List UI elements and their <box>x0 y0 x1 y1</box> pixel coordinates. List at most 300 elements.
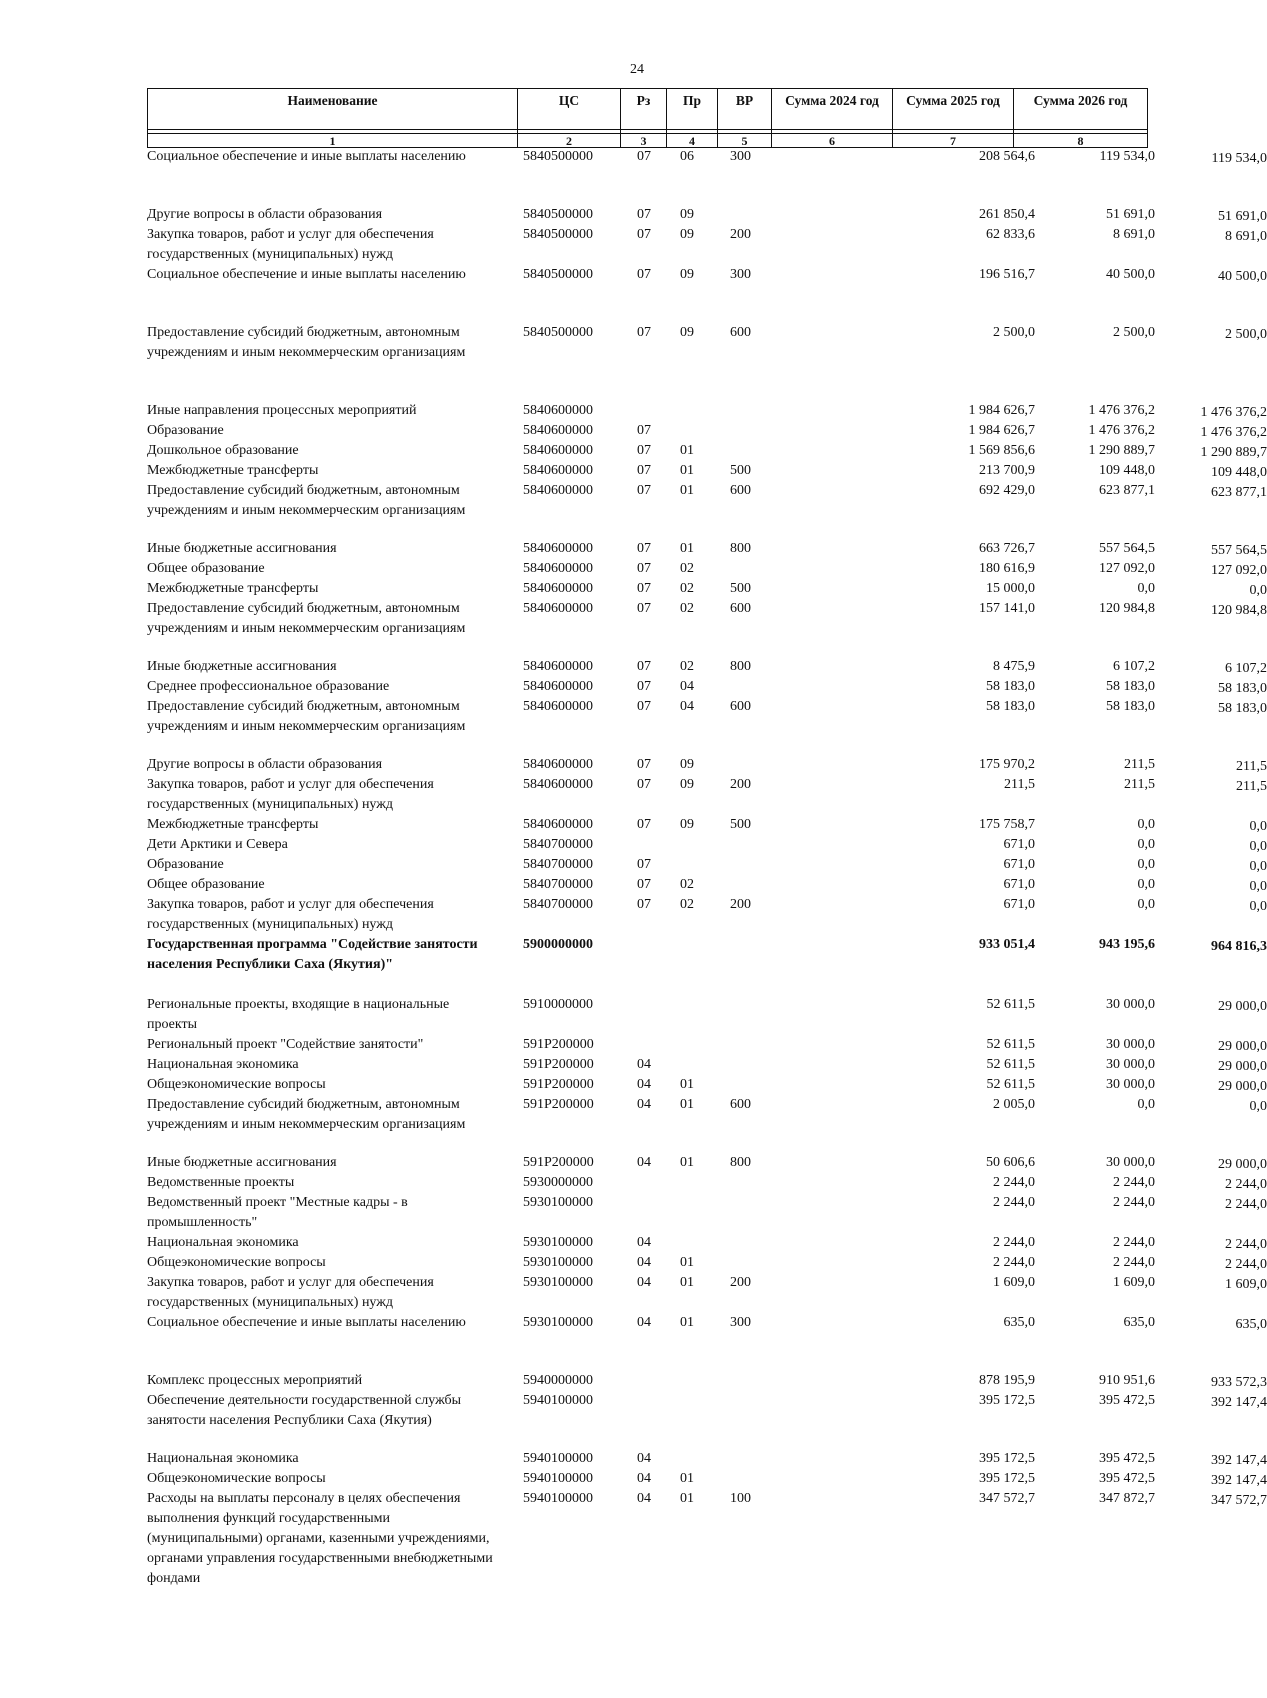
cell-sum-2025: 2 244,0 <box>1113 1195 1155 1210</box>
header-num-4: 4 <box>667 134 718 148</box>
cell-sum-2026: 0,0 <box>1249 899 1267 914</box>
cell-sum-2026: 8 691,0 <box>1225 229 1267 244</box>
cell-cs: 5840700000 <box>523 877 593 892</box>
cell-rz: 07 <box>637 443 651 458</box>
cell-name: Иные бюджетные ассигнования <box>147 659 337 674</box>
cell-vr: 300 <box>730 149 751 164</box>
table-row <box>147 875 1267 895</box>
cell-pr: 09 <box>680 325 694 340</box>
header-sum-2024: Сумма 2024 год <box>772 89 893 130</box>
cell-name: Предоставление субсидий бюджетным, автономным учреждениям и иным некоммерческим организациям <box>147 483 466 518</box>
cell-sum-2026: 2 244,0 <box>1225 1197 1267 1212</box>
cell-name: Другие вопросы в области образования <box>147 757 383 772</box>
cell-sum-2025: 0,0 <box>1137 1097 1155 1112</box>
table-body <box>147 147 1267 1589</box>
table-row <box>147 579 1267 599</box>
header-num-8: 8 <box>1014 134 1148 148</box>
cell-pr: 09 <box>680 207 694 222</box>
table-row <box>147 539 1267 559</box>
cell-sum-2026: 29 000,0 <box>1218 1157 1267 1172</box>
cell-sum-2024: 261 850,4 <box>979 207 1035 222</box>
cell-sum-2026: 211,5 <box>1236 779 1267 794</box>
cell-cs: 5840600000 <box>523 699 593 714</box>
table-row <box>147 1095 1267 1135</box>
header-num-5: 5 <box>718 134 772 148</box>
cell-sum-2026: 1 476 376,2 <box>1200 425 1267 440</box>
table-row <box>147 421 1267 441</box>
table-row <box>147 677 1267 697</box>
cell-rz: 07 <box>637 463 651 478</box>
cell-sum-2026: 51 691,0 <box>1218 209 1267 224</box>
header-pr: Пр <box>667 89 718 130</box>
table-row <box>147 1233 1267 1253</box>
table-row <box>147 205 1267 225</box>
cell-vr: 500 <box>730 581 751 596</box>
cell-name: Закупка товаров, работ и услуг для обеспечения государственных (муниципальных) нужд <box>147 1275 434 1310</box>
cell-pr: 01 <box>680 1077 694 1092</box>
cell-sum-2026: 0,0 <box>1249 879 1267 894</box>
header-num-1: 1 <box>148 134 518 148</box>
cell-rz: 07 <box>637 267 651 282</box>
cell-sum-2025: 0,0 <box>1137 897 1155 912</box>
cell-sum-2025: 6 107,2 <box>1113 659 1155 674</box>
cell-name: Ведомственные проекты <box>147 1175 295 1190</box>
cell-sum-2024: 175 758,7 <box>979 817 1035 832</box>
table-row <box>147 1075 1267 1095</box>
cell-cs: 5940100000 <box>523 1471 593 1486</box>
cell-sum-2025: 347 872,7 <box>1099 1491 1155 1506</box>
cell-name: Региональный проект "Содействие занятости" <box>147 1037 424 1052</box>
cell-pr: 01 <box>680 1275 694 1290</box>
cell-sum-2024: 671,0 <box>1003 877 1035 892</box>
cell-name: Региональные проекты, входящие в национальные проекты <box>147 997 450 1032</box>
cell-rz: 07 <box>637 679 651 694</box>
cell-vr: 600 <box>730 699 751 714</box>
cell-sum-2026: 1 476 376,2 <box>1200 405 1267 420</box>
cell-rz: 04 <box>637 1491 651 1506</box>
header-rz: Рз <box>621 89 667 130</box>
cell-rz: 07 <box>637 659 651 674</box>
cell-name: Закупка товаров, работ и услуг для обеспечения государственных (муниципальных) нужд <box>147 777 434 812</box>
cell-sum-2024: 58 183,0 <box>986 699 1035 714</box>
cell-name: Дошкольное образование <box>147 443 299 458</box>
cell-cs: 5930100000 <box>523 1255 593 1270</box>
cell-sum-2026: 58 183,0 <box>1218 701 1267 716</box>
cell-sum-2024: 8 475,9 <box>993 659 1035 674</box>
cell-sum-2026: 119 534,0 <box>1211 151 1267 166</box>
cell-sum-2025: 395 472,5 <box>1099 1451 1155 1466</box>
cell-sum-2025: 1 476 376,2 <box>1088 423 1155 438</box>
cell-cs: 5840500000 <box>523 267 593 282</box>
cell-rz: 04 <box>637 1471 651 1486</box>
cell-rz: 07 <box>637 757 651 772</box>
cell-rz: 07 <box>637 857 651 872</box>
cell-cs: 5840600000 <box>523 757 593 772</box>
cell-name: Образование <box>147 857 224 872</box>
cell-rz: 07 <box>637 483 651 498</box>
cell-pr: 02 <box>680 581 694 596</box>
cell-vr: 600 <box>730 325 751 340</box>
cell-sum-2026: 58 183,0 <box>1218 681 1267 696</box>
cell-sum-2025: 58 183,0 <box>1106 679 1155 694</box>
table-header <box>147 88 1148 148</box>
cell-pr: 01 <box>680 1491 694 1506</box>
cell-rz: 07 <box>637 777 651 792</box>
cell-sum-2026: 2 500,0 <box>1225 327 1267 342</box>
cell-rz: 04 <box>637 1275 651 1290</box>
cell-name: Среднее профессиональное образование <box>147 679 390 694</box>
table-row <box>147 1035 1267 1055</box>
table-row <box>147 265 1267 305</box>
cell-sum-2026: 347 572,7 <box>1211 1493 1267 1508</box>
cell-name: Общее образование <box>147 877 265 892</box>
cell-cs: 5840600000 <box>523 403 593 418</box>
cell-cs: 5840700000 <box>523 837 593 852</box>
cell-sum-2025: 8 691,0 <box>1113 227 1155 242</box>
table-row <box>147 441 1267 461</box>
cell-rz: 07 <box>637 897 651 912</box>
cell-sum-2025: 30 000,0 <box>1106 1077 1155 1092</box>
page-number: 24 <box>630 62 644 77</box>
header-num-2: 2 <box>518 134 621 148</box>
cell-sum-2026: 0,0 <box>1249 583 1267 598</box>
table-row <box>147 815 1267 835</box>
cell-name: Иные направления процессных мероприятий <box>147 403 417 418</box>
cell-pr: 01 <box>680 1155 694 1170</box>
cell-rz: 07 <box>637 227 651 242</box>
table-row <box>147 461 1267 481</box>
cell-sum-2025: 395 472,5 <box>1099 1471 1155 1486</box>
cell-sum-2024: 663 726,7 <box>979 541 1035 556</box>
cell-vr: 500 <box>730 463 751 478</box>
cell-sum-2026: 557 564,5 <box>1211 543 1267 558</box>
cell-sum-2024: 395 172,5 <box>979 1471 1035 1486</box>
cell-rz: 04 <box>637 1097 651 1112</box>
cell-cs: 5930100000 <box>523 1315 593 1330</box>
table-row <box>147 599 1267 639</box>
cell-sum-2026: 2 244,0 <box>1225 1257 1267 1272</box>
cell-sum-2024: 635,0 <box>1003 1315 1035 1330</box>
cell-pr: 02 <box>680 561 694 576</box>
cell-sum-2024: 395 172,5 <box>979 1451 1035 1466</box>
cell-name: Межбюджетные трансферты <box>147 581 319 596</box>
cell-sum-2025: 635,0 <box>1123 1315 1155 1330</box>
cell-cs: 591P200000 <box>523 1155 594 1170</box>
cell-rz: 07 <box>637 877 651 892</box>
cell-vr: 200 <box>730 777 751 792</box>
cell-cs: 5840500000 <box>523 149 593 164</box>
cell-sum-2024: 878 195,9 <box>979 1373 1035 1388</box>
cell-sum-2024: 1 984 626,7 <box>968 403 1035 418</box>
cell-sum-2026: 211,5 <box>1236 759 1267 774</box>
cell-rz: 04 <box>637 1077 651 1092</box>
table-row <box>147 1193 1267 1233</box>
cell-name: Закупка товаров, работ и услуг для обеспечения государственных (муниципальных) нужд <box>147 897 434 932</box>
cell-sum-2024: 52 611,5 <box>986 1077 1035 1092</box>
cell-cs: 5940100000 <box>523 1491 593 1506</box>
cell-name: Общеэкономические вопросы <box>147 1077 326 1092</box>
cell-sum-2026: 0,0 <box>1249 859 1267 874</box>
table-row <box>147 323 1267 383</box>
cell-sum-2025: 120 984,8 <box>1099 601 1155 616</box>
cell-sum-2025: 2 244,0 <box>1113 1175 1155 1190</box>
cell-vr: 600 <box>730 1097 751 1112</box>
cell-sum-2026: 120 984,8 <box>1211 603 1267 618</box>
cell-cs: 5840600000 <box>523 581 593 596</box>
cell-rz: 04 <box>637 1315 651 1330</box>
cell-name: Предоставление субсидий бюджетным, автономным учреждениям и иным некоммерческим организациям <box>147 699 466 734</box>
header-vr: ВР <box>718 89 772 130</box>
cell-vr: 300 <box>730 1315 751 1330</box>
cell-vr: 100 <box>730 1491 751 1506</box>
cell-name: Предоставление субсидий бюджетным, автономным учреждениям и иным некоммерческим организациям <box>147 1097 466 1132</box>
table-row <box>147 1055 1267 1075</box>
cell-vr: 500 <box>730 817 751 832</box>
cell-cs: 5840600000 <box>523 601 593 616</box>
cell-sum-2025: 0,0 <box>1137 857 1155 872</box>
cell-pr: 02 <box>680 877 694 892</box>
cell-sum-2026: 0,0 <box>1249 819 1267 834</box>
cell-cs: 5840600000 <box>523 463 593 478</box>
cell-pr: 04 <box>680 699 694 714</box>
cell-sum-2024: 52 611,5 <box>986 1037 1035 1052</box>
cell-sum-2024: 175 970,2 <box>979 757 1035 772</box>
cell-pr: 06 <box>680 149 694 164</box>
cell-sum-2024: 2 244,0 <box>993 1255 1035 1270</box>
cell-sum-2025: 51 691,0 <box>1106 207 1155 222</box>
header-num-6: 6 <box>772 134 893 148</box>
cell-sum-2026: 1 609,0 <box>1225 1277 1267 1292</box>
cell-cs: 5840600000 <box>523 443 593 458</box>
cell-name: Национальная экономика <box>147 1235 299 1250</box>
cell-name: Закупка товаров, работ и услуг для обеспечения государственных (муниципальных) нужд <box>147 227 434 262</box>
cell-pr: 01 <box>680 541 694 556</box>
cell-sum-2025: 211,5 <box>1124 757 1155 772</box>
cell-cs: 5940100000 <box>523 1451 593 1466</box>
cell-sum-2025: 211,5 <box>1124 777 1155 792</box>
cell-sum-2024: 15 000,0 <box>986 581 1035 596</box>
cell-sum-2024: 211,5 <box>1004 777 1035 792</box>
cell-vr: 600 <box>730 601 751 616</box>
cell-pr: 04 <box>680 679 694 694</box>
cell-sum-2026: 964 816,3 <box>1211 939 1267 954</box>
cell-rz: 07 <box>637 601 651 616</box>
cell-sum-2026: 29 000,0 <box>1218 1059 1267 1074</box>
cell-sum-2024: 692 429,0 <box>979 483 1035 498</box>
cell-name: Государственная программа "Содействие занятости населения Республики Саха (Якутия)" <box>147 937 478 972</box>
cell-cs: 591P200000 <box>523 1037 594 1052</box>
cell-sum-2026: 635,0 <box>1235 1317 1267 1332</box>
cell-sum-2026: 0,0 <box>1249 1099 1267 1114</box>
table-row <box>147 1371 1267 1391</box>
cell-sum-2026: 29 000,0 <box>1218 1079 1267 1094</box>
cell-sum-2026: 392 147,4 <box>1211 1395 1267 1410</box>
cell-sum-2024: 2 005,0 <box>993 1097 1035 1112</box>
cell-cs: 5840700000 <box>523 857 593 872</box>
table-row <box>147 1273 1267 1313</box>
cell-name: Общеэкономические вопросы <box>147 1255 326 1270</box>
cell-sum-2025: 30 000,0 <box>1106 997 1155 1012</box>
cell-pr: 01 <box>680 483 694 498</box>
cell-vr: 200 <box>730 897 751 912</box>
cell-sum-2024: 933 051,4 <box>979 937 1035 952</box>
cell-sum-2025: 109 448,0 <box>1099 463 1155 478</box>
table-row <box>147 1173 1267 1193</box>
cell-cs: 591P200000 <box>523 1057 594 1072</box>
cell-name: Иные бюджетные ассигнования <box>147 1155 337 1170</box>
cell-sum-2025: 2 500,0 <box>1113 325 1155 340</box>
header-sum-2025: Сумма 2025 год <box>893 89 1014 130</box>
cell-sum-2026: 109 448,0 <box>1211 465 1267 480</box>
cell-sum-2025: 30 000,0 <box>1106 1057 1155 1072</box>
table-row <box>147 755 1267 775</box>
cell-vr: 800 <box>730 541 751 556</box>
cell-rz: 04 <box>637 1451 651 1466</box>
table-row <box>147 559 1267 579</box>
cell-sum-2026: 0,0 <box>1249 839 1267 854</box>
cell-sum-2024: 1 984 626,7 <box>968 423 1035 438</box>
cell-cs: 5840600000 <box>523 777 593 792</box>
cell-cs: 5840600000 <box>523 659 593 674</box>
cell-cs: 5840600000 <box>523 817 593 832</box>
cell-pr: 01 <box>680 463 694 478</box>
table-row <box>147 1253 1267 1273</box>
cell-name: Другие вопросы в области образования <box>147 207 383 222</box>
cell-sum-2025: 119 534,0 <box>1099 149 1155 164</box>
cell-name: Национальная экономика <box>147 1451 299 1466</box>
cell-rz: 07 <box>637 817 651 832</box>
header-cs: ЦС <box>518 89 621 130</box>
cell-vr: 800 <box>730 1155 751 1170</box>
cell-name: Межбюджетные трансферты <box>147 817 319 832</box>
cell-sum-2024: 180 616,9 <box>979 561 1035 576</box>
table-row <box>147 657 1267 677</box>
cell-name: Общее образование <box>147 561 265 576</box>
cell-name: Социальное обеспечение и иные выплаты населению <box>147 267 466 282</box>
cell-pr: 09 <box>680 817 694 832</box>
cell-pr: 01 <box>680 1255 694 1270</box>
cell-cs: 5840500000 <box>523 207 593 222</box>
cell-cs: 5930100000 <box>523 1195 593 1210</box>
cell-sum-2024: 671,0 <box>1003 837 1035 852</box>
cell-name: Комплекс процессных мероприятий <box>147 1373 363 1388</box>
cell-sum-2024: 395 172,5 <box>979 1393 1035 1408</box>
table-row <box>147 481 1267 521</box>
cell-cs: 5840500000 <box>523 227 593 242</box>
cell-name: Предоставление субсидий бюджетным, автономным учреждениям и иным некоммерческим организациям <box>147 325 466 360</box>
cell-cs: 5930000000 <box>523 1175 593 1190</box>
cell-name: Социальное обеспечение и иные выплаты населению <box>147 1315 466 1330</box>
table-row <box>147 1469 1267 1489</box>
cell-sum-2024: 2 244,0 <box>993 1235 1035 1250</box>
cell-cs: 5940000000 <box>523 1373 593 1388</box>
cell-sum-2026: 2 244,0 <box>1225 1237 1267 1252</box>
cell-sum-2025: 0,0 <box>1137 877 1155 892</box>
table-row <box>147 995 1267 1035</box>
table-row <box>147 775 1267 815</box>
table-row <box>147 1449 1267 1469</box>
cell-pr: 01 <box>680 1315 694 1330</box>
table-row <box>147 401 1267 421</box>
cell-rz: 07 <box>637 423 651 438</box>
table-row <box>147 697 1267 737</box>
table-row <box>147 1313 1267 1353</box>
cell-name: Образование <box>147 423 224 438</box>
cell-name: Ведомственный проект "Местные кадры - в промышленность" <box>147 1195 408 1230</box>
cell-cs: 5840700000 <box>523 897 593 912</box>
cell-sum-2024: 196 516,7 <box>979 267 1035 282</box>
cell-vr: 200 <box>730 227 751 242</box>
cell-sum-2025: 0,0 <box>1137 817 1155 832</box>
cell-pr: 02 <box>680 601 694 616</box>
cell-pr: 09 <box>680 267 694 282</box>
cell-vr: 300 <box>730 267 751 282</box>
cell-sum-2025: 1 290 889,7 <box>1088 443 1155 458</box>
cell-sum-2025: 2 244,0 <box>1113 1235 1155 1250</box>
cell-sum-2025: 943 195,6 <box>1099 937 1155 952</box>
cell-cs: 5840600000 <box>523 483 593 498</box>
cell-sum-2024: 213 700,9 <box>979 463 1035 478</box>
cell-sum-2024: 58 183,0 <box>986 679 1035 694</box>
cell-vr: 800 <box>730 659 751 674</box>
cell-vr: 600 <box>730 483 751 498</box>
table-row <box>147 935 1267 995</box>
cell-cs: 5910000000 <box>523 997 593 1012</box>
cell-cs: 5930100000 <box>523 1235 593 1250</box>
cell-sum-2025: 40 500,0 <box>1106 267 1155 282</box>
cell-sum-2024: 62 833,6 <box>986 227 1035 242</box>
cell-sum-2025: 910 951,6 <box>1099 1373 1155 1388</box>
cell-sum-2025: 2 244,0 <box>1113 1255 1155 1270</box>
cell-rz: 07 <box>637 581 651 596</box>
cell-pr: 01 <box>680 1097 694 1112</box>
cell-sum-2026: 933 572,3 <box>1211 1375 1267 1390</box>
cell-sum-2024: 1 569 856,6 <box>968 443 1035 458</box>
cell-sum-2026: 623 877,1 <box>1211 485 1267 500</box>
cell-rz: 04 <box>637 1155 651 1170</box>
cell-sum-2026: 29 000,0 <box>1218 1039 1267 1054</box>
cell-sum-2024: 50 606,6 <box>986 1155 1035 1170</box>
cell-sum-2025: 557 564,5 <box>1099 541 1155 556</box>
cell-cs: 591P200000 <box>523 1097 594 1112</box>
cell-pr: 02 <box>680 897 694 912</box>
table-row <box>147 855 1267 875</box>
cell-vr: 200 <box>730 1275 751 1290</box>
cell-rz: 07 <box>637 561 651 576</box>
cell-name: Общеэкономические вопросы <box>147 1471 326 1486</box>
cell-sum-2024: 347 572,7 <box>979 1491 1035 1506</box>
cell-pr: 01 <box>680 443 694 458</box>
cell-name: Предоставление субсидий бюджетным, автономным учреждениям и иным некоммерческим организациям <box>147 601 466 636</box>
header-num-3: 3 <box>621 134 667 148</box>
cell-sum-2026: 29 000,0 <box>1218 999 1267 1014</box>
cell-sum-2025: 127 092,0 <box>1099 561 1155 576</box>
cell-cs: 5840500000 <box>523 325 593 340</box>
header-num-7: 7 <box>893 134 1014 148</box>
table-row <box>147 1391 1267 1431</box>
cell-cs: 591P200000 <box>523 1077 594 1092</box>
cell-sum-2024: 157 141,0 <box>979 601 1035 616</box>
cell-rz: 07 <box>637 149 651 164</box>
cell-name: Расходы на выплаты персоналу в целях обеспечения выполнения функций государственными (муниципальными) органами, казенными учреждениями, органами управления государственными внебюджетными фондами <box>147 1491 493 1586</box>
cell-sum-2024: 671,0 <box>1003 857 1035 872</box>
cell-rz: 07 <box>637 699 651 714</box>
cell-pr: 09 <box>680 777 694 792</box>
cell-sum-2025: 623 877,1 <box>1099 483 1155 498</box>
cell-sum-2026: 2 244,0 <box>1225 1177 1267 1192</box>
cell-rz: 04 <box>637 1235 651 1250</box>
cell-sum-2026: 127 092,0 <box>1211 563 1267 578</box>
